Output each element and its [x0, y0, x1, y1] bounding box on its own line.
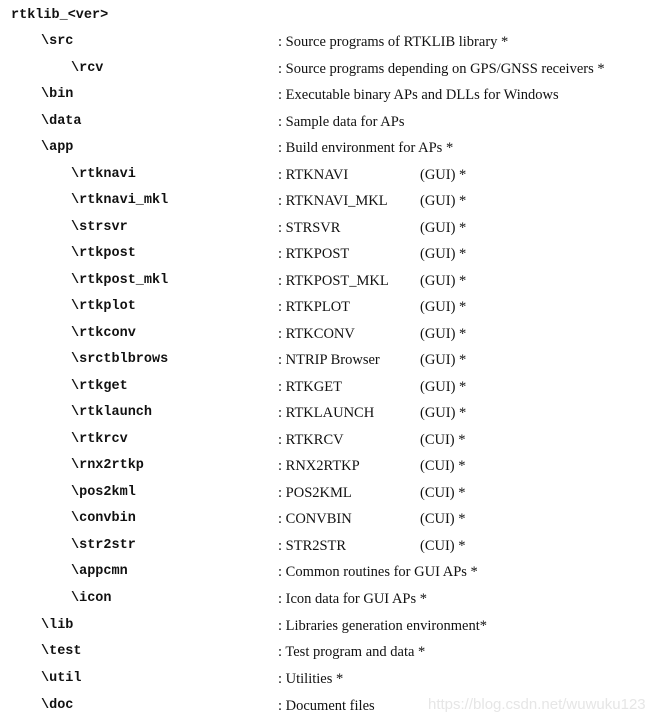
directory-path: \rcv — [71, 60, 104, 76]
directory-description: : Common routines for GUI APs * — [278, 564, 478, 580]
app-type-label: (GUI) * — [420, 378, 467, 395]
directory-path: \srctblbrows — [71, 352, 169, 367]
directory-path: \app — [41, 140, 74, 155]
directory-description: : NTRIP Browser — [278, 352, 380, 368]
directory-description: : Test program and data * — [278, 644, 426, 660]
directory-path: \rnx2rtkp — [71, 458, 144, 473]
directory-description: : RTKCONV — [278, 325, 355, 342]
app-type-label: (GUI) * — [420, 246, 467, 262]
directory-description: : CONVBIN — [278, 511, 352, 527]
tree-row-util — [0, 669, 666, 695]
tree-row-src — [0, 32, 666, 58]
directory-description: : Executable binary APs and DLLs for Windows — [278, 87, 559, 103]
directory-path: \convbin — [71, 511, 136, 526]
directory-description: : Source programs of RTKLIB library * — [278, 34, 509, 50]
app-type-label: (GUI) * — [420, 299, 467, 315]
directory-path: \data — [41, 113, 82, 129]
directory-path: \rtkget — [71, 378, 128, 394]
directory-path: \test — [41, 644, 82, 659]
directory-path: \str2str — [71, 537, 136, 553]
directory-description: : Build environment for APs * — [278, 140, 454, 156]
directory-path: \strsvr — [71, 219, 128, 235]
directory-path: \rtkrcv — [71, 431, 128, 447]
directory-path: \rtkpost_mkl — [71, 272, 169, 288]
directory-path: \lib — [41, 617, 74, 633]
directory-description: : RNX2RTKP — [278, 458, 360, 474]
directory-description: : Utilities * — [278, 670, 344, 687]
app-type-label: (CUI) * — [420, 511, 466, 527]
tree-row-rtknavi-mkl — [0, 191, 666, 217]
directory-description: : Icon data for GUI APs * — [278, 590, 428, 607]
tree-row-data — [0, 112, 666, 138]
tree-row-lib — [0, 616, 666, 642]
tree-row-pos2kml — [0, 483, 666, 509]
app-type-label: (CUI) * — [420, 458, 466, 474]
directory-path: \doc — [41, 698, 74, 713]
tree-row-rtkconv — [0, 324, 666, 350]
directory-description: : RTKPLOT — [278, 299, 351, 315]
tree-row-rtkplot — [0, 297, 666, 323]
tree-row-bin — [0, 85, 666, 111]
app-type-label: (CUI) * — [420, 484, 466, 501]
directory-description: : Source programs depending on GPS/GNSS receivers * — [278, 60, 605, 77]
tree-row-rtkpost — [0, 244, 666, 270]
directory-path: \src — [41, 34, 74, 49]
app-type-label: (CUI) * — [420, 431, 466, 448]
directory-path: \bin — [41, 87, 74, 102]
directory-path: \pos2kml — [71, 484, 136, 500]
directory-description: : Libraries generation environment* — [278, 617, 487, 634]
directory-path: \rtkconv — [71, 325, 136, 341]
tree-row-rtkrcv — [0, 430, 666, 456]
directory-path: \appcmn — [71, 564, 128, 579]
app-type-label: (GUI) * — [420, 325, 467, 342]
app-type-label: (GUI) * — [420, 166, 467, 183]
directory-path: \rtkplot — [71, 299, 136, 314]
directory-path: \util — [41, 670, 82, 686]
tree-row-rtkpost-mkl — [0, 271, 666, 297]
root-directory-name: rtklib_<ver> — [11, 8, 109, 23]
directory-description: : RTKNAVI — [278, 166, 349, 183]
app-type-label: (GUI) * — [420, 352, 467, 368]
directory-path: \rtkpost — [71, 246, 136, 261]
directory-description: : STR2STR — [278, 537, 347, 554]
tree-row-test — [0, 642, 666, 668]
directory-path: \icon — [71, 590, 112, 606]
app-type-label: (GUI) * — [420, 193, 467, 209]
directory-description: : RTKPOST — [278, 246, 350, 262]
tree-row-rtknavi — [0, 165, 666, 191]
tree-row-str2str — [0, 536, 666, 562]
directory-description: : Document files — [278, 698, 375, 714]
directory-path: \rtklaunch — [71, 405, 153, 420]
tree-row-appcmn — [0, 562, 666, 588]
directory-description: : RTKPOST_MKL — [278, 272, 389, 289]
tree-row-app — [0, 138, 666, 164]
tree-row-strsvr — [0, 218, 666, 244]
tree-row-rcv — [0, 59, 666, 85]
app-type-label: (GUI) * — [420, 405, 467, 421]
directory-description: : STRSVR — [278, 219, 341, 236]
app-type-label: (GUI) * — [420, 219, 467, 236]
tree-row-rnx2rtkp — [0, 456, 666, 482]
tree-row-srctblbrows — [0, 350, 666, 376]
directory-path: \rtknavi_mkl — [71, 193, 169, 208]
directory-description: : POS2KML — [278, 484, 352, 501]
tree-row-rtkget — [0, 377, 666, 403]
tree-root-row — [0, 6, 666, 32]
tree-row-icon — [0, 589, 666, 615]
directory-description: : Sample data for APs — [278, 113, 405, 130]
directory-description: : RTKRCV — [278, 431, 344, 448]
directory-description: : RTKGET — [278, 378, 342, 395]
app-type-label: (CUI) * — [420, 537, 466, 554]
tree-row-rtklaunch — [0, 403, 666, 429]
directory-path: \rtknavi — [71, 166, 136, 182]
app-type-label: (GUI) * — [420, 272, 467, 289]
tree-row-convbin — [0, 509, 666, 535]
watermark-url: https://blog.csdn.net/wuwuku123 — [428, 696, 646, 713]
directory-description: : RTKLAUNCH — [278, 405, 375, 421]
directory-description: : RTKNAVI_MKL — [278, 193, 388, 209]
